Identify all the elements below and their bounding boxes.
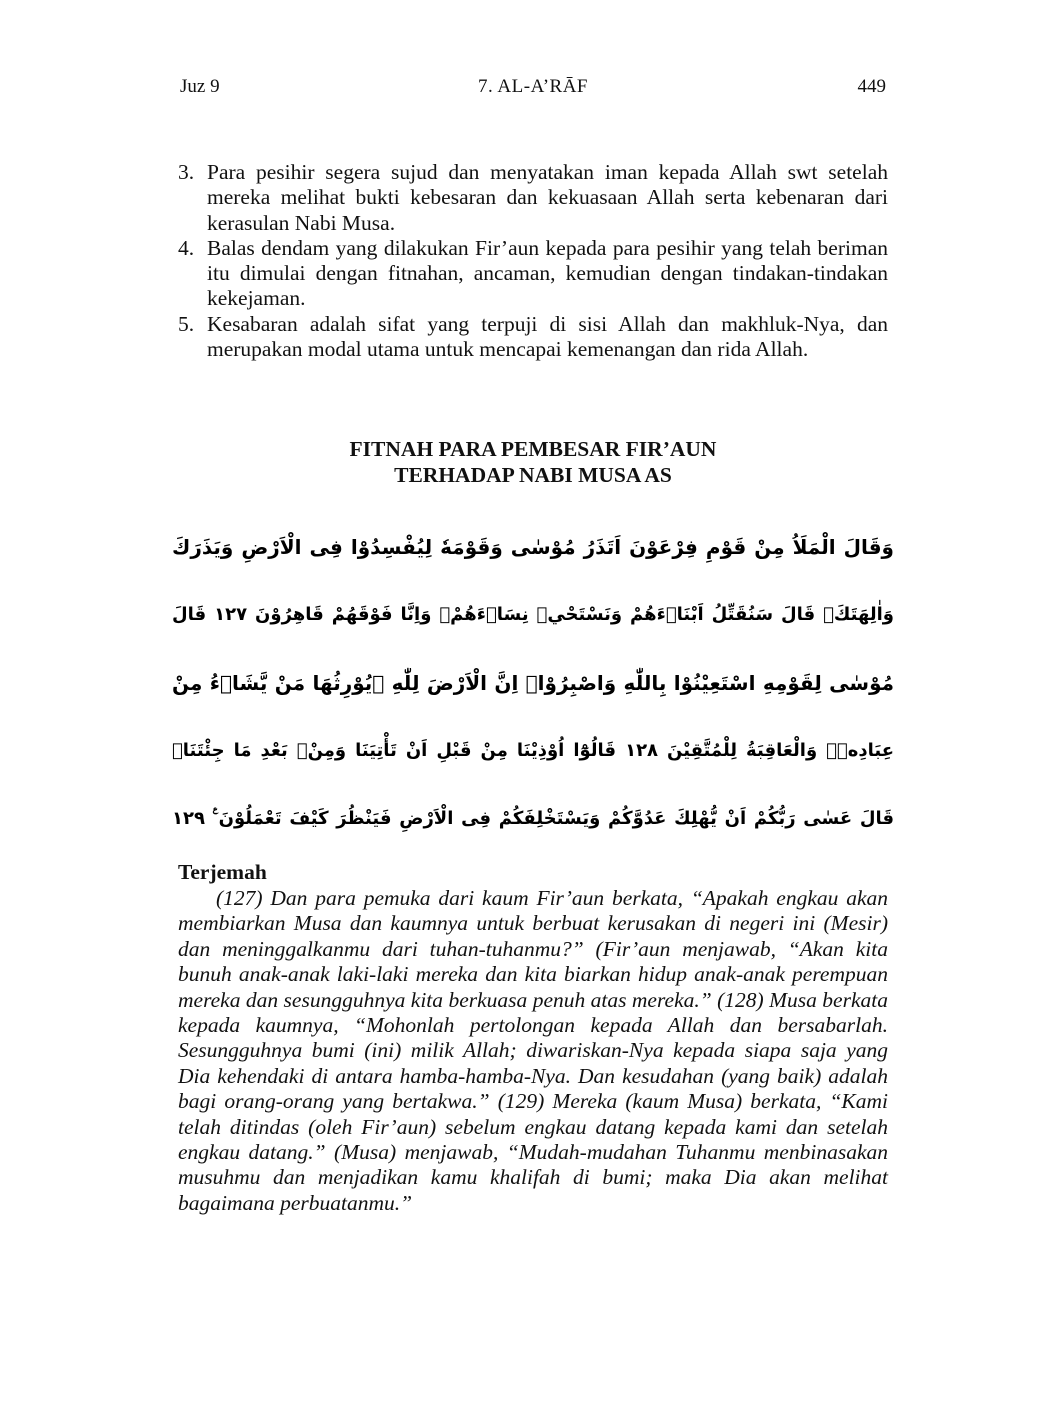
- page-number: 449: [857, 76, 886, 97]
- arabic-verse-block: [172, 514, 894, 852]
- list-item-text: Kesabaran adalah sifat yang terpuji di sisi Allah dan makhluk-Nya, dan merupakan modal utama untuk mencapai kemenangan dan rida Allah.: [207, 311, 888, 362]
- list-item-text: Balas dendam yang dilakukan Fir’aun kepada para pesihir yang telah beriman itu dimulai dengan fitnahan, ancaman, kemudian dengan tindakan-tindakan kekejaman.: [207, 235, 888, 311]
- arabic-verse-line: عِبَادِهٖۗ وَالْعَاقِبَةُ لِلْمُتَّقِيْنَ ١٢٨ قَالُوْٓا اُوْذِيْنَا مِنْ قَبْلِ اَنْ تَأْتِيَنَا وَمِنْۢ بَعْدِ مَا جِئْتَنَاۗ: [172, 740, 894, 761]
- list-item-number: 5.: [178, 311, 195, 336]
- arabic-verse-line: مُوْسٰى لِقَوْمِهِ اسْتَعِيْنُوْا بِاللّٰهِ وَاصْبِرُوْاۚ اِنَّ الْاَرْضَ لِلّٰهِ ۗيُوْرِثُهَا مَنْ يَّشَاۤءُ مِنْ: [172, 671, 894, 695]
- section-title: [180, 437, 886, 488]
- list-item-number: 4.: [178, 235, 195, 260]
- arabic-verse-line: وَاٰلِهَتَكَۗ قَالَ سَنُقَتِّلُ اَبْنَاۤءَهُمْ وَنَسْتَحْيٖ نِسَاۤءَهُمْۚ وَاِنَّا فَوْقَهُمْ قَاهِرُوْنَ ١٢٧ قَالَ: [172, 604, 894, 625]
- page-header: [180, 76, 886, 102]
- list-item: [178, 236, 888, 312]
- list-item: [178, 312, 888, 363]
- arabic-verse-line: وَقَالَ الْمَلَاُ مِنْ قَوْمِ فِرْعَوْنَ اَتَذَرُ مُوْسٰى وَقَوْمَهٗ لِيُفْسِدُوْا فِى الْاَرْضِ وَيَذَرَكَ: [172, 535, 894, 559]
- lesson-points-list: [178, 160, 888, 362]
- translation-paragraph: (127) Dan para pemuka dari kaum Fir’aun berkata, “Apakah engkau akan membiarkan Musa dan kaumnya untuk berbuat kerusakan di negeri ini (Mesir) dan meninggalkanmu dari tuhan-tuhanmu?” (Fir’aun menjawab, “Akan kita bunuh anak-anak laki-laki mereka dan kita biarkan hidup anak-anak perempuan mereka dan sesungguhnya kita berkuasa penuh atas mereka.” (128) Musa berkata kepada kaumnya, “Mohonlah pertolongan kepada Allah dan bersabarlah. Sesungguhnya bumi (ini) milik Allah; diwariskan-Nya kepada siapa saja yang Dia kehendaki di antara hamba-hamba-Nya. Dan kesudahan (yang baik) adalah bagi orang-orang yang bertakwa.” (129) Mereka (kaum Musa) berkata, “Kami telah ditindas (oleh Fir’aun) sebelum engkau datang kepada kami dan setelah engkau datang.” (Musa) menjawab, “Mudah-mudahan Tuhanmu menbinasakan musuhmu dan menjadikan kamu khalifah di bumi; maka Dia akan melihat bagaimana perbuatanmu.”: [178, 886, 888, 1215]
- list-item-text: Para pesihir segera sujud dan menyatakan iman kepada Allah swt setelah mereka melihat bukti kebesaran dan kekuasaan Allah serta kebenaran dari kerasulan Nabi Musa.: [207, 160, 888, 235]
- surah-title: 7. AL-A’RĀF: [477, 76, 588, 97]
- list-item: [178, 160, 888, 236]
- section-title-line-2: TERHADAP NABI MUSA AS: [394, 462, 672, 487]
- juz-label: Juz 9: [180, 76, 220, 97]
- translation-heading: Terjemah: [178, 860, 267, 884]
- section-title-line-1: FITNAH PARA PEMBESAR FIR’AUN: [349, 437, 717, 461]
- list-item-number: 3.: [178, 160, 195, 184]
- arabic-verse-line: قَالَ عَسٰى رَبُّكُمْ اَنْ يُّهْلِكَ عَدُوَّكُمْ وَيَسْتَخْلِفَكُمْ فِى الْاَرْضِ فَيَنْظُرَ كَيْفَ تَعْمَلُوْنَ ࣖ ١٢٩: [172, 808, 894, 829]
